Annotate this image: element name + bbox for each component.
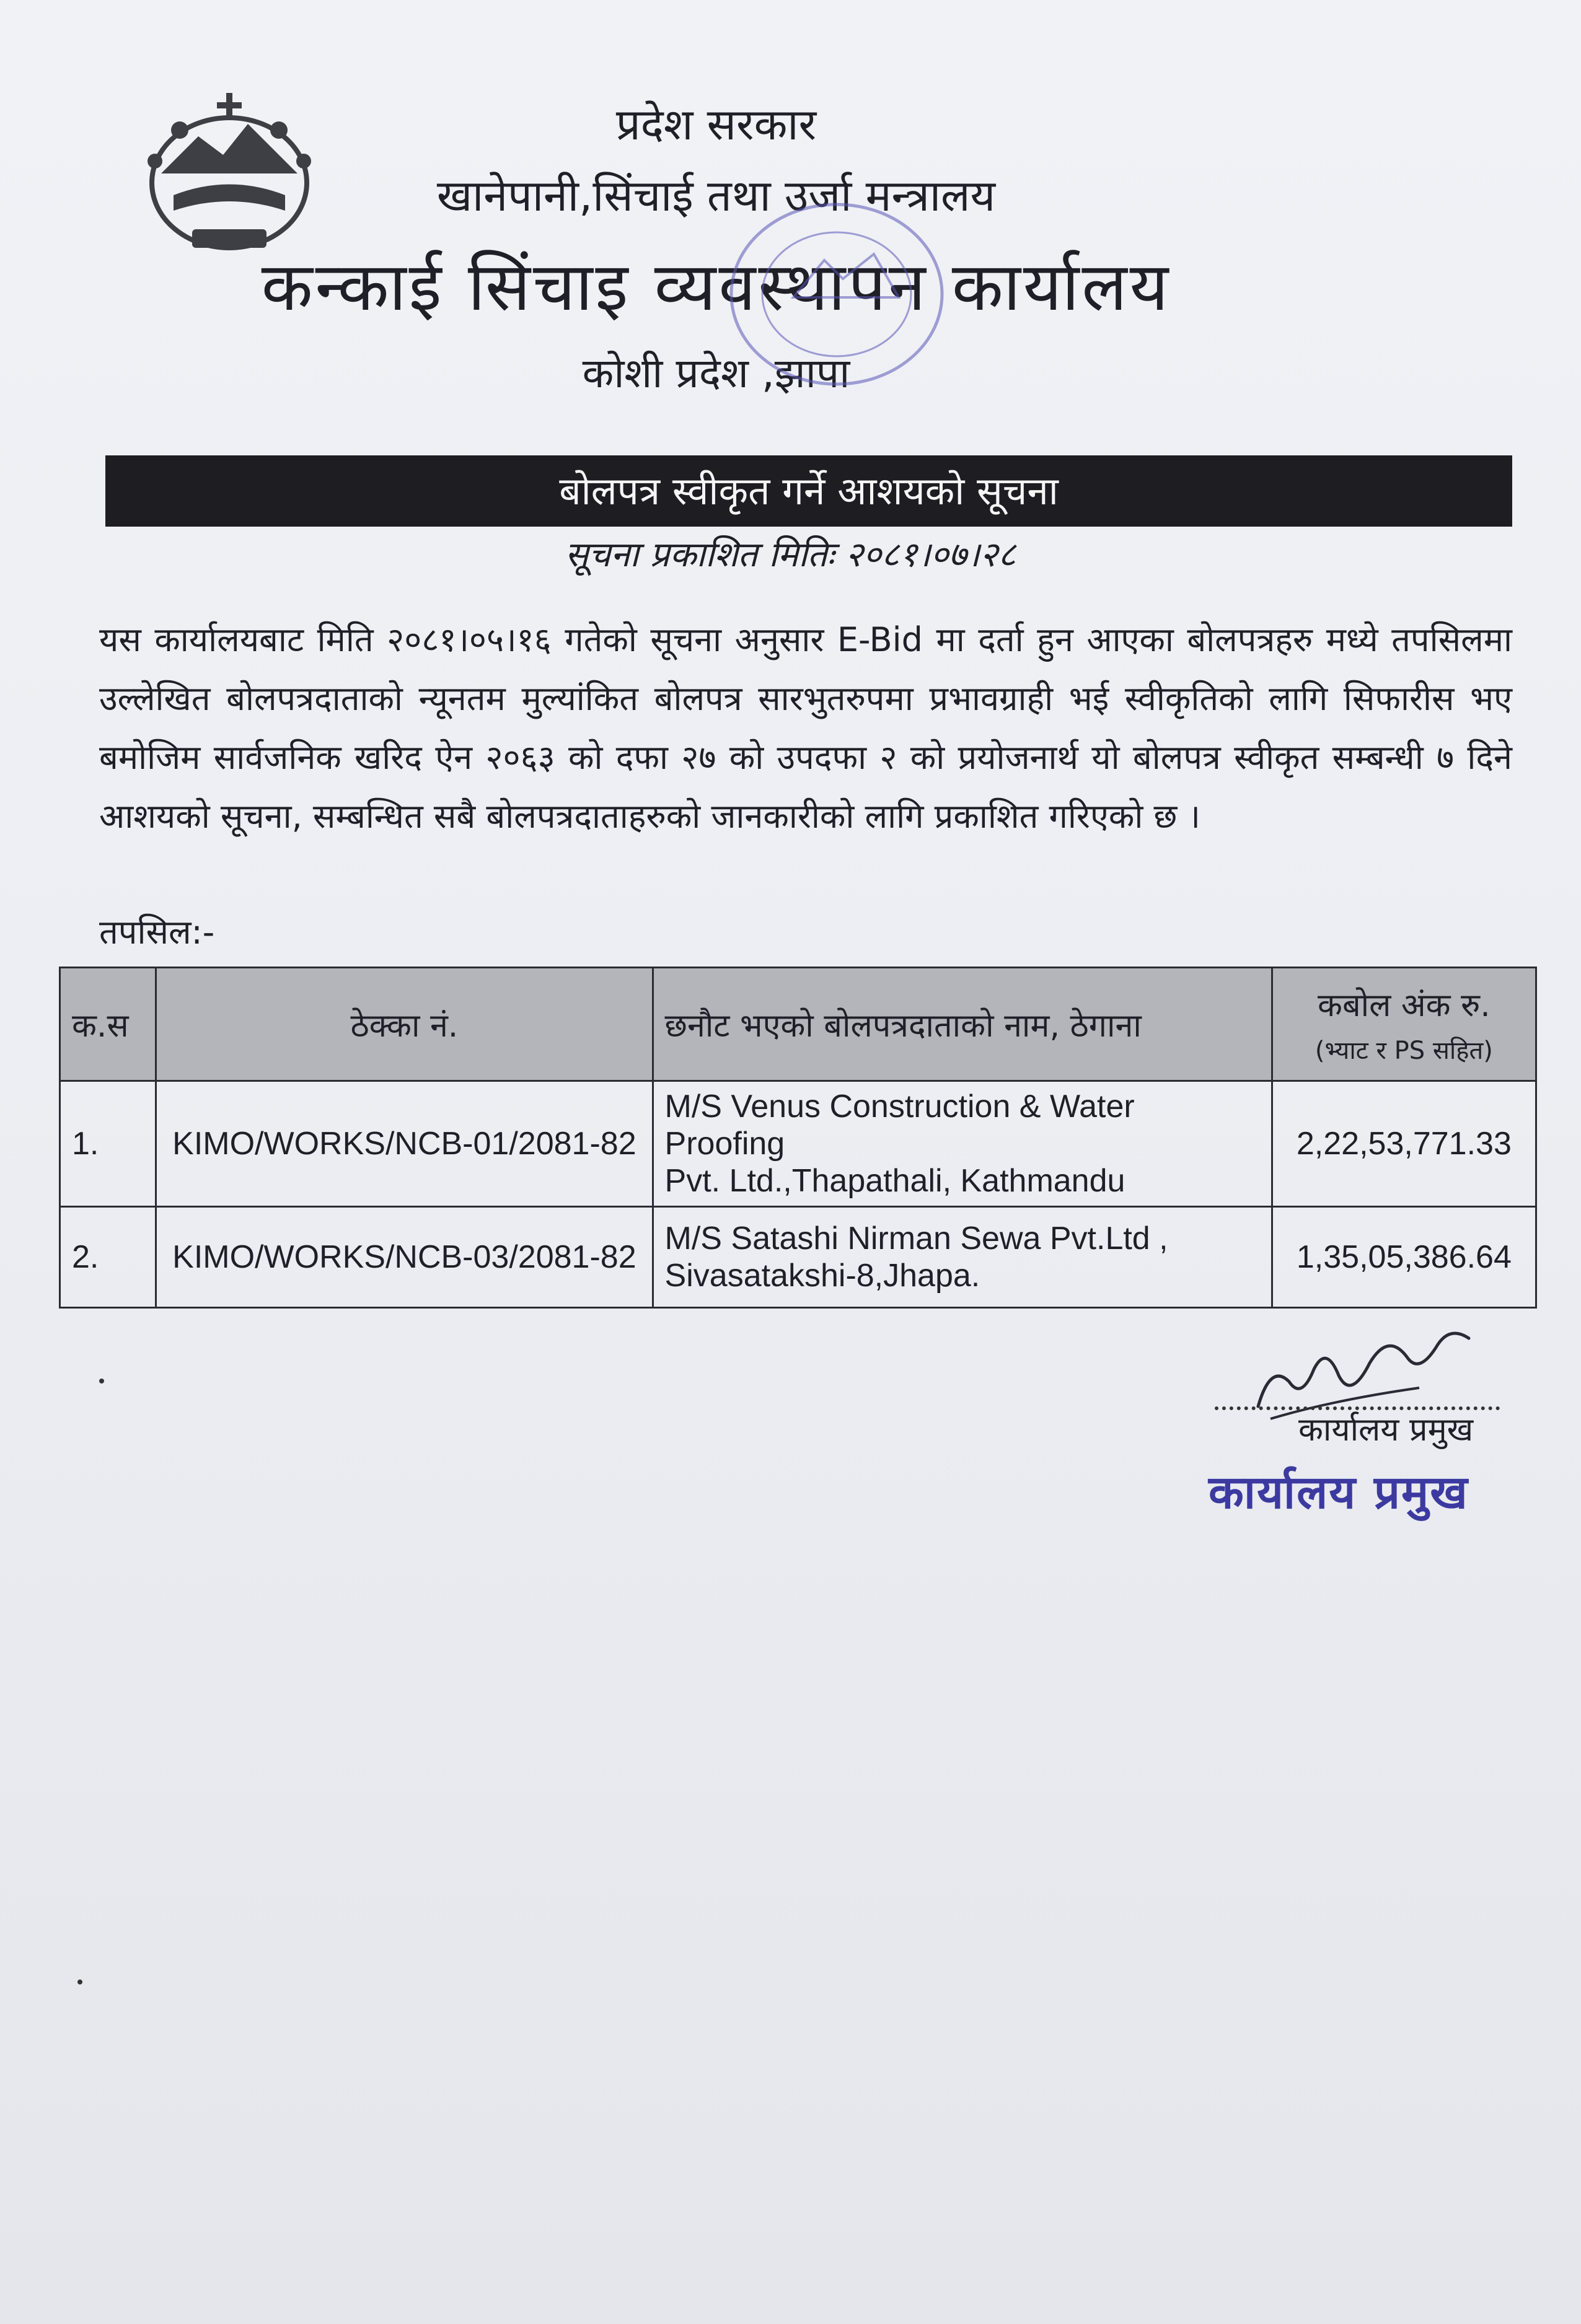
row-contract: KIMO/WORKS/NCB-03/2081-82	[156, 1207, 653, 1308]
published-date: सूचना प्रकाशित मितिः २०८१।०७।२८	[565, 535, 1016, 575]
notice-title-bar: बोलपत्र स्वीकृत गर्ने आशयको सूचना	[105, 455, 1512, 527]
table-row	[60, 1081, 1536, 1207]
signature-title: कार्यालय प्रमुख	[1298, 1411, 1474, 1449]
table-label: तपसिल:-	[99, 913, 215, 952]
row-sn: 2.	[60, 1207, 156, 1308]
mark-dot	[99, 1379, 104, 1383]
office-stamp-icon	[719, 192, 954, 397]
row-bidder	[653, 1081, 1272, 1207]
row-bidder-address: Sivasatakshi-8,Jhapa.	[664, 1258, 980, 1294]
row-bidder-name: M/S Venus Construction & Water Proofing	[664, 1089, 1135, 1162]
table-row	[60, 1207, 1536, 1308]
header-contract: ठेक्का नं.	[156, 968, 653, 1081]
row-bidder-name: M/S Satashi Nirman Sewa Pvt.Ltd ,	[664, 1221, 1168, 1256]
header-sn: क.स	[60, 968, 156, 1081]
row-contract: KIMO/WORKS/NCB-01/2081-82	[156, 1081, 653, 1207]
header-ministry: खानेपानी,सिंचाई तथा उर्जा मन्त्रालय	[436, 170, 996, 221]
header-amount-note: (भ्याट र PS सहित)	[1315, 1037, 1493, 1065]
header-line-1: प्रदेश सरकार	[615, 99, 817, 150]
table-header-row	[60, 968, 1536, 1081]
header-office-name: कन्काई सिंचाइ व्यवस्थापन कार्यालय	[261, 248, 1171, 326]
header-amount-label: कबोल अंक रु.	[1318, 987, 1491, 1024]
notice-body: यस कार्यालयबाट मिति २०८१।०५।१६ गतेको सूचना अनुसार E-Bid मा दर्ता हुन आएका बोलपत्रहरु मध्ये तपसिलमा उल्लेखित बोलपत्रदाताको न्यूनतम मुल्यांकित बोलपत्र सारभुतरुपमा प्रभावग्राही भई स्वीकृतिको लागि सिफारीस भए बमोजिम सार्वजनिक खरिद ऐन २०६३ को दफा २७ को उपदफा २ को प्रयोजनार्थ यो बोलपत्र स्वीकृत सम्बन्धी ७ दिने आशयको सूचना, सम्बन्धित सबै बोलपत्रदाताहरुको जानकारीको लागि प्रकाशित गरिएको छ ।	[99, 620, 1512, 836]
row-amount: 2,22,53,771.33	[1272, 1081, 1536, 1207]
bid-table	[59, 967, 1537, 1309]
header-location: कोशी प्रदेश ,झापा	[582, 349, 850, 397]
header-bidder: छनौट भएको बोलपत्रदाताको नाम, ठेगाना	[653, 968, 1272, 1081]
row-bidder-address: Pvt. Ltd.,Thapathali, Kathmandu	[664, 1163, 1125, 1199]
mark-dot	[77, 1980, 82, 1984]
row-amount: 1,35,05,386.64	[1272, 1207, 1536, 1308]
row-bidder	[653, 1207, 1272, 1308]
signature-stamp: कार्यालय प्रमुख	[1209, 1466, 1469, 1519]
header-amount	[1272, 968, 1536, 1081]
row-sn: 1.	[60, 1081, 156, 1207]
